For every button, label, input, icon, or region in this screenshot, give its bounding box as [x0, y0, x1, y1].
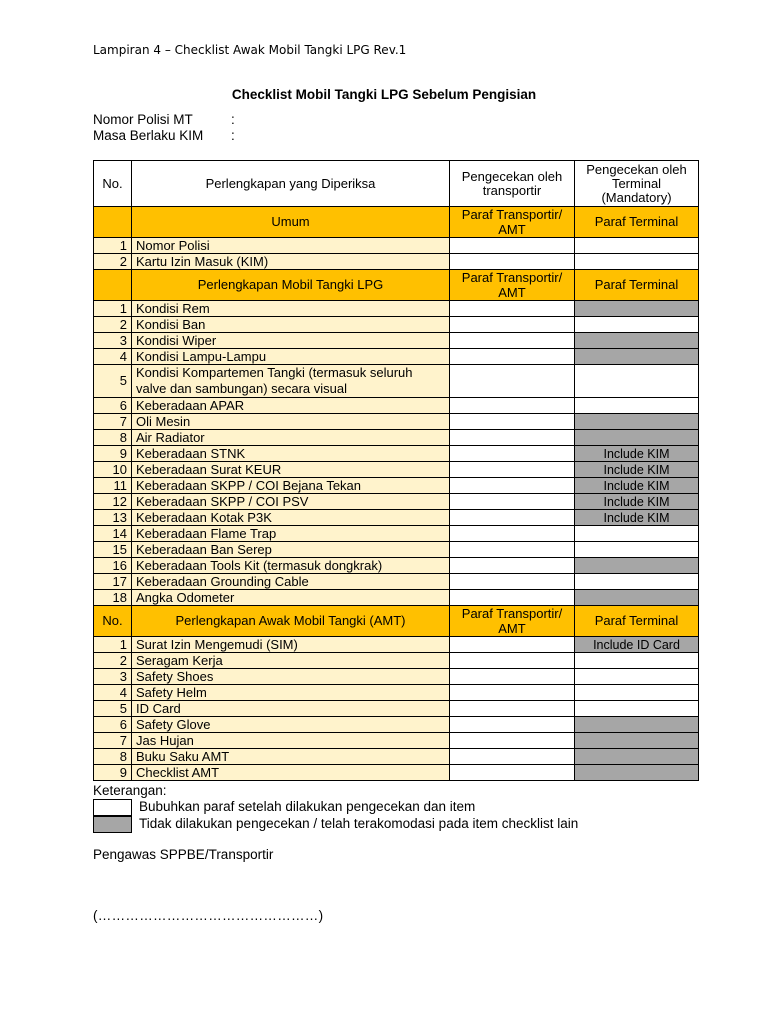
terminal-paraf-cell: Include KIM: [575, 446, 699, 462]
row-number: 5: [94, 365, 132, 398]
row-number: 12: [94, 494, 132, 510]
row-number: 2: [94, 653, 132, 669]
header-item: Perlengkapan yang Diperiksa: [132, 161, 450, 207]
row-item: Kondisi Lampu-Lampu: [132, 349, 450, 365]
table-row: [94, 701, 699, 717]
transporter-paraf-cell[interactable]: [450, 669, 575, 685]
table-row: [94, 365, 699, 398]
terminal-paraf-cell: [575, 717, 699, 733]
table-row: [94, 749, 699, 765]
section-terminal-label: Paraf Terminal: [575, 606, 699, 637]
transporter-paraf-cell[interactable]: [450, 494, 575, 510]
header-transporter: Pengecekan oleh transportir: [450, 161, 575, 207]
section-title: Umum: [132, 207, 450, 238]
transporter-paraf-cell[interactable]: [450, 653, 575, 669]
terminal-paraf-cell: [575, 733, 699, 749]
table-row: [94, 653, 699, 669]
table-row: [94, 510, 699, 526]
transporter-paraf-cell[interactable]: [450, 446, 575, 462]
row-item: Keberadaan Surat KEUR: [132, 462, 450, 478]
row-item: Angka Odometer: [132, 590, 450, 606]
row-item: Safety Glove: [132, 717, 450, 733]
table-row: [94, 733, 699, 749]
transporter-paraf-cell[interactable]: [450, 254, 575, 270]
row-item: Jas Hujan: [132, 733, 450, 749]
row-number: 1: [94, 238, 132, 254]
row-number: 13: [94, 510, 132, 526]
table-row: [94, 637, 699, 653]
terminal-paraf-cell: Include KIM: [575, 478, 699, 494]
row-number: 2: [94, 254, 132, 270]
row-item: Kondisi Wiper: [132, 333, 450, 349]
row-number: 14: [94, 526, 132, 542]
header-no: No.: [94, 161, 132, 207]
row-item: Safety Shoes: [132, 669, 450, 685]
transporter-paraf-cell[interactable]: [450, 749, 575, 765]
table-row: [94, 478, 699, 494]
row-number: 8: [94, 749, 132, 765]
header-terminal: Pengecekan oleh Terminal (Mandatory): [575, 161, 699, 207]
row-item: Keberadaan SKPP / COI PSV: [132, 494, 450, 510]
row-item: Keberadaan Tools Kit (termasuk dongkrak): [132, 558, 450, 574]
terminal-paraf-cell[interactable]: [575, 238, 699, 254]
terminal-paraf-cell: [575, 430, 699, 446]
terminal-paraf-cell[interactable]: [575, 574, 699, 590]
terminal-paraf-cell: [575, 349, 699, 365]
transporter-paraf-cell[interactable]: [450, 558, 575, 574]
row-item: Kondisi Rem: [132, 301, 450, 317]
terminal-paraf-cell[interactable]: [575, 685, 699, 701]
terminal-paraf-cell: [575, 414, 699, 430]
legend-title: Keterangan:: [93, 783, 167, 798]
document-header: Lampiran 4 – Checklist Awak Mobil Tangki LPG Rev.1: [93, 43, 407, 57]
row-number: 9: [94, 446, 132, 462]
row-item: Kondisi Kompartemen Tangki (termasuk seluruh valve dan sambungan) secara visual: [132, 365, 450, 398]
section-terminal-label: Paraf Terminal: [575, 207, 699, 238]
terminal-paraf-cell[interactable]: [575, 701, 699, 717]
row-item: ID Card: [132, 701, 450, 717]
section-header-row: [94, 207, 699, 238]
table-row: [94, 494, 699, 510]
row-item: Keberadaan Flame Trap: [132, 526, 450, 542]
table-row: [94, 558, 699, 574]
terminal-paraf-cell: Include ID Card: [575, 637, 699, 653]
section-no: No.: [94, 606, 132, 637]
transporter-paraf-cell[interactable]: [450, 301, 575, 317]
row-number: 7: [94, 414, 132, 430]
transporter-paraf-cell[interactable]: [450, 765, 575, 781]
row-item: Keberadaan Grounding Cable: [132, 574, 450, 590]
terminal-paraf-cell: [575, 749, 699, 765]
table-row: [94, 446, 699, 462]
legend-gray-swatch: [93, 816, 132, 833]
row-number: 2: [94, 317, 132, 333]
row-item: Keberadaan Ban Serep: [132, 542, 450, 558]
table-row: [94, 430, 699, 446]
table-row: [94, 349, 699, 365]
row-number: 18: [94, 590, 132, 606]
terminal-paraf-cell: [575, 301, 699, 317]
table-row: [94, 414, 699, 430]
section-header-row: [94, 270, 699, 301]
terminal-paraf-cell[interactable]: [575, 653, 699, 669]
row-item: Oli Mesin: [132, 414, 450, 430]
transporter-paraf-cell[interactable]: [450, 590, 575, 606]
transporter-paraf-cell[interactable]: [450, 238, 575, 254]
transporter-paraf-cell[interactable]: [450, 733, 575, 749]
table-row: [94, 398, 699, 414]
row-item: Checklist AMT: [132, 765, 450, 781]
table-row: [94, 254, 699, 270]
row-item: Seragam Kerja: [132, 653, 450, 669]
row-number: 9: [94, 765, 132, 781]
meta-masa-berlaku-label: Masa Berlaku KIM: [93, 128, 204, 143]
table-row: [94, 301, 699, 317]
row-number: 4: [94, 685, 132, 701]
meta-nomor-polisi: [93, 112, 235, 127]
table-row: [94, 590, 699, 606]
row-item: Keberadaan SKPP / COI Bejana Tekan: [132, 478, 450, 494]
meta-masa-berlaku: [93, 128, 235, 143]
meta-nomor-polisi-label: Nomor Polisi MT: [93, 112, 193, 127]
transporter-paraf-cell[interactable]: [450, 478, 575, 494]
transporter-paraf-cell[interactable]: [450, 365, 575, 398]
row-number: 10: [94, 462, 132, 478]
row-number: 6: [94, 717, 132, 733]
row-item: Keberadaan STNK: [132, 446, 450, 462]
transporter-paraf-cell[interactable]: [450, 462, 575, 478]
terminal-paraf-cell: [575, 765, 699, 781]
row-number: 16: [94, 558, 132, 574]
row-item: Air Radiator: [132, 430, 450, 446]
terminal-paraf-cell[interactable]: [575, 317, 699, 333]
transporter-paraf-cell[interactable]: [450, 717, 575, 733]
table-row: [94, 317, 699, 333]
section-header-row: [94, 606, 699, 637]
section-terminal-label: Paraf Terminal: [575, 270, 699, 301]
table-header-row: [94, 161, 699, 207]
row-number: 4: [94, 349, 132, 365]
transporter-paraf-cell[interactable]: [450, 574, 575, 590]
terminal-paraf-cell[interactable]: [575, 526, 699, 542]
terminal-paraf-cell: [575, 590, 699, 606]
terminal-paraf-cell: Include KIM: [575, 510, 699, 526]
row-number: 6: [94, 398, 132, 414]
terminal-paraf-cell[interactable]: [575, 542, 699, 558]
table-row: [94, 669, 699, 685]
signature-line: (…………………………………………): [93, 908, 324, 923]
meta-colon: :: [231, 128, 235, 143]
row-number: 8: [94, 430, 132, 446]
row-item: Keberadaan Kotak P3K: [132, 510, 450, 526]
terminal-paraf-cell[interactable]: [575, 254, 699, 270]
terminal-paraf-cell[interactable]: [575, 365, 699, 398]
row-number: 7: [94, 733, 132, 749]
section-transporter-label: Paraf Transportir/ AMT: [450, 207, 575, 238]
row-item: Safety Helm: [132, 685, 450, 701]
row-item: Nomor Polisi: [132, 238, 450, 254]
table-row: [94, 685, 699, 701]
transporter-paraf-cell[interactable]: [450, 685, 575, 701]
table-row: [94, 574, 699, 590]
transporter-paraf-cell[interactable]: [450, 510, 575, 526]
table-row: [94, 333, 699, 349]
table-row: [94, 717, 699, 733]
transporter-paraf-cell[interactable]: [450, 701, 575, 717]
transporter-paraf-cell[interactable]: [450, 637, 575, 653]
transporter-paraf-cell[interactable]: [450, 333, 575, 349]
section-transporter-label: Paraf Transportir/ AMT: [450, 606, 575, 637]
terminal-paraf-cell: Include KIM: [575, 462, 699, 478]
row-item: Kondisi Ban: [132, 317, 450, 333]
row-number: 1: [94, 301, 132, 317]
legend-gray-text: Tidak dilakukan pengecekan / telah terakomodasi pada item checklist lain: [139, 816, 579, 831]
transporter-paraf-cell[interactable]: [450, 317, 575, 333]
supervisor-label: Pengawas SPPBE/Transportir: [93, 847, 274, 862]
table-row: [94, 542, 699, 558]
row-item: Surat Izin Mengemudi (SIM): [132, 637, 450, 653]
row-item: Buku Saku AMT: [132, 749, 450, 765]
section-transporter-label: Paraf Transportir/ AMT: [450, 270, 575, 301]
page-title: Checklist Mobil Tangki LPG Sebelum Pengisian: [231, 87, 537, 102]
section-no: [94, 270, 132, 301]
table-row: [94, 765, 699, 781]
row-item: Keberadaan APAR: [132, 398, 450, 414]
table-row: [94, 238, 699, 254]
transporter-paraf-cell[interactable]: [450, 542, 575, 558]
row-number: 5: [94, 701, 132, 717]
table-row: [94, 526, 699, 542]
row-number: 17: [94, 574, 132, 590]
terminal-paraf-cell: [575, 558, 699, 574]
row-number: 15: [94, 542, 132, 558]
transporter-paraf-cell[interactable]: [450, 414, 575, 430]
terminal-paraf-cell[interactable]: [575, 398, 699, 414]
section-no: [94, 207, 132, 238]
transporter-paraf-cell[interactable]: [450, 349, 575, 365]
transporter-paraf-cell[interactable]: [450, 430, 575, 446]
terminal-paraf-cell: [575, 333, 699, 349]
table-row: [94, 462, 699, 478]
legend-white-text: Bubuhkan paraf setelah dilakukan pengecekan dan item: [139, 799, 476, 814]
transporter-paraf-cell[interactable]: [450, 398, 575, 414]
legend-white-swatch: [93, 799, 132, 816]
section-title: Perlengkapan Awak Mobil Tangki (AMT): [132, 606, 450, 637]
meta-colon: :: [231, 112, 235, 127]
row-number: 1: [94, 637, 132, 653]
terminal-paraf-cell: Include KIM: [575, 494, 699, 510]
checklist-table: [93, 160, 699, 781]
row-number: 11: [94, 478, 132, 494]
transporter-paraf-cell[interactable]: [450, 526, 575, 542]
section-title: Perlengkapan Mobil Tangki LPG: [132, 270, 450, 301]
row-number: 3: [94, 333, 132, 349]
terminal-paraf-cell[interactable]: [575, 669, 699, 685]
row-item: Kartu Izin Masuk (KIM): [132, 254, 450, 270]
row-number: 3: [94, 669, 132, 685]
